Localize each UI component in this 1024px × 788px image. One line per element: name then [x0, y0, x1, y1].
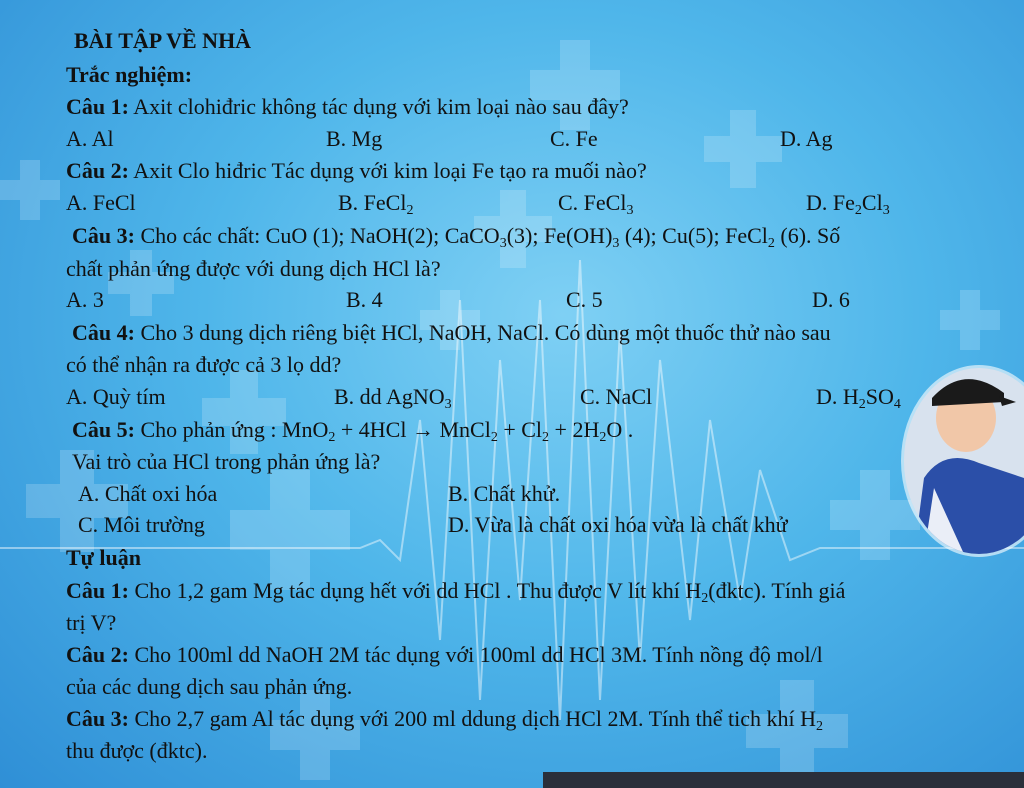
- q1-option-b: B. Mg: [326, 126, 383, 151]
- q3-option-d: D. 6: [812, 287, 850, 312]
- question-3: Câu 3: Cho các chất: CuO (1); NaOH(2); CaCO$_3$(3); $Fe(OH)_3$ (4); Cu(5); FeCl$_2$ (6). Số: [72, 223, 841, 251]
- essay-question-1: Câu 1: Cho 1,2 gam Mg tác dụng hết với dd HCl . Thu được V lít khí $H_2(đktc)$. Tính giá: [66, 578, 846, 606]
- question-label: Câu 3:: [66, 706, 129, 731]
- question-label: Câu 5:: [72, 417, 135, 442]
- q1-option-d: D. Ag: [780, 126, 833, 151]
- q3-option-c: C. 5: [566, 287, 603, 312]
- essay-question-3-line-2: thu được (đktc).: [66, 738, 208, 763]
- question-2: [66, 158, 647, 184]
- essay-question-3: Câu 3: Cho 2,7 gam Al tác dụng với 200 ml ddung dịch HCl 2M. Tính thể tich khí $H_2$: [66, 706, 824, 734]
- q2-option-a: A. FeCl: [66, 190, 136, 215]
- question-5: Câu 5: Cho phản ứng : MnO$_2$ + 4HCl → MnCl$_2$ + $Cl_2 + 2H_2O$ .: [72, 417, 634, 445]
- page-title: BÀI TẬP VỀ NHÀ: [74, 28, 252, 53]
- q4-option-c: C. NaCl: [580, 384, 653, 409]
- question-text: Axit Clo hiđric Tác dụng với kim loại Fe tạo ra muối nào?: [128, 158, 647, 183]
- question-text: Axit clohiđric không tác dụng với kim loại nào sau đây?: [128, 94, 629, 119]
- q2-option-c: C. FeCl$_3$: [558, 190, 634, 218]
- essay-question-2-line-2: của các dung dịch sau phản ứng.: [66, 674, 353, 699]
- bottom-bar: [543, 772, 1024, 788]
- question-label: Câu 1:: [66, 94, 129, 119]
- essay-heading: Tự luận: [66, 545, 141, 570]
- q2-option-b: B. FeCl$_2$: [338, 190, 414, 218]
- q3-option-a: A. 3: [66, 287, 104, 312]
- question-label: Câu 2:: [66, 642, 129, 667]
- q5-option-b: B. Chất khử.: [448, 481, 561, 506]
- q2-option-d: D. $Fe_2Cl_3$: [806, 190, 890, 218]
- q1-option-a: A. Al: [66, 126, 114, 151]
- multiple-choice-heading: Trắc nghiệm:: [66, 62, 193, 87]
- q1-option-c: C. Fe: [550, 126, 598, 151]
- question-1: [66, 94, 629, 120]
- question-4-line-2: có thể nhận ra được cả 3 lọ dd?: [66, 352, 342, 377]
- question-label: Câu 2:: [66, 158, 129, 183]
- q4-option-b: B. dd AgNO$_3$: [334, 384, 452, 412]
- question-5-line-2: Vai trò của HCl trong phản ứng là?: [72, 449, 381, 474]
- essay-question-2: Câu 2: Cho 100ml dd NaOH 2M tác dụng với 100ml dd HCl 3M. Tính nồng độ mol/l: [66, 642, 823, 667]
- question-4: Câu 4: Cho 3 dung dịch riêng biệt HCl, NaOH, NaCl. Có dùng một thuốc thử nào sau: [72, 320, 831, 345]
- q4-option-d: D. $H_2SO_4$: [816, 384, 901, 412]
- q3-option-b: B. 4: [346, 287, 383, 312]
- q5-option-a: A. Chất oxi hóa: [78, 481, 218, 506]
- q4-option-a: A. Quỳ tím: [66, 384, 166, 409]
- question-label: Câu 4:: [72, 320, 135, 345]
- essay-question-1-line-2: trị V?: [66, 610, 117, 635]
- q5-option-c: C. Môi trường: [78, 512, 205, 537]
- q5-option-d: D. Vừa là chất oxi hóa vừa là chất khử: [448, 512, 788, 537]
- question-3-line-2: chất phản ứng được với dung dịch HCl là?: [66, 256, 441, 281]
- question-label: Câu 1:: [66, 578, 129, 603]
- question-label: Câu 3:: [72, 223, 135, 248]
